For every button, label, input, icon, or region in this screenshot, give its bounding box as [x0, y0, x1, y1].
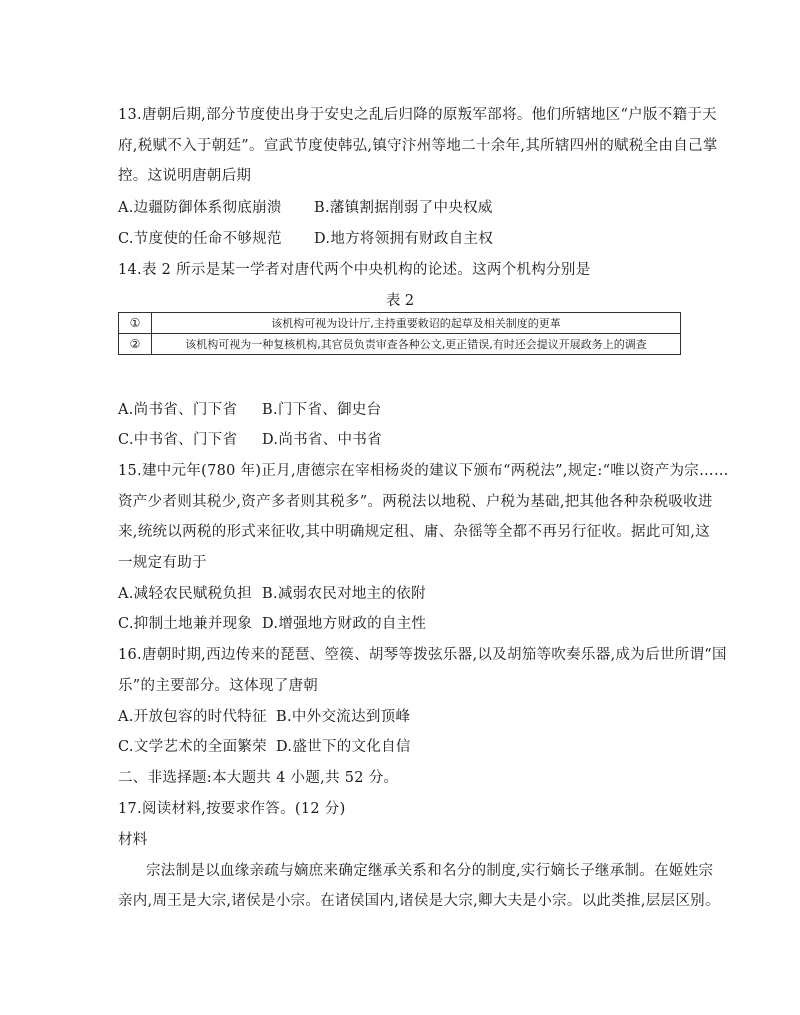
table-row-text: 该机构可视为设计厅,主持重要敕诏的起草及相关制度的更革	[152, 313, 681, 334]
q15-option-d: D.增强地方财政的自主性	[262, 616, 427, 632]
q15-option-a: A.减轻农民赋税负担	[118, 586, 253, 602]
material-label: 材料	[118, 832, 148, 848]
q15-line-1: 15.建中元年(780 年)正月,唐德宗在宰相杨炎的建议下颁布“两税法”,规定:“唯以资产为宗……	[118, 463, 729, 479]
material-line-1: 宗法制是以血缘亲疏与嫡庶来确定继承关系和名分的制度,实行嫡长子继承制。在姬姓宗	[146, 863, 714, 879]
q15-line-4: 一规定有助于	[118, 555, 207, 571]
material-line-2: 亲内,周王是大宗,诸侯是小宗。在诸侯国内,诸侯是大宗,卿大夫是小宗。以此类推,层层区别。	[118, 893, 720, 909]
q13-option-c: C.节度使的任命不够规范	[118, 231, 282, 247]
q15-option-b: B.减弱农民对地主的依附	[262, 586, 426, 602]
q15-line-3: 来,统统以两税的形式来征收,其中明确规定租、庸、杂徭等全都不再另行征收。据此可知,这	[118, 524, 710, 540]
q14-option-a: A.尚书省、门下省	[118, 402, 238, 418]
q16-line-1: 16.唐朝时期,西边传来的琵琶、箜篌、胡琴等拨弦乐器,以及胡笳等吹奏乐器,成为后世所谓“国	[118, 647, 727, 663]
q13-line-3: 控。这说明唐朝后期	[118, 168, 252, 184]
q15-option-c: C.抑制土地兼并现象	[118, 616, 253, 632]
table-row-number: ①	[119, 313, 152, 334]
q13-line-1: 13.唐朝后期,部分节度使出身于安史之乱后归降的原叛军部将。他们所辖地区“户版不籍于天	[118, 107, 717, 123]
q16-line-2: 乐”的主要部分。这体现了唐朝	[118, 678, 319, 694]
table-row	[119, 313, 681, 334]
q15-line-2: 资产少者则其税少,资产多者则其税多”。两税法以地税、户税为基础,把其他各种杂税吸收进	[118, 494, 713, 510]
q13-line-2: 府,税赋不入于朝廷”。宣武节度使韩弘,镇守汴州等地二十余年,其所辖四州的赋税全由自己掌	[118, 138, 718, 154]
q13-option-a: A.边疆防御体系彻底崩溃	[118, 200, 282, 216]
q13-option-b: B.藩镇割据削弱了中央权威	[314, 200, 493, 216]
q13-option-d: D.地方将领拥有财政自主权	[314, 231, 494, 247]
q16-option-c: C.文学艺术的全面繁荣	[118, 739, 267, 755]
table-row-number: ②	[119, 334, 152, 355]
table-caption: 表 2	[385, 293, 415, 309]
q14-option-d: D.尚书省、中书省	[262, 432, 382, 448]
table-row-text: 该机构可视为一种复核机构,其官员负责审查各种公文,更正错误,有时还会提议开展政务上的调查	[152, 334, 681, 355]
table-row	[119, 334, 681, 355]
q16-option-d: D.盛世下的文化自信	[276, 739, 411, 755]
q17-stem: 17.阅读材料,按要求作答。(12 分)	[118, 801, 346, 817]
q14-option-b: B.门下省、御史台	[262, 402, 382, 418]
table-2	[118, 312, 681, 355]
q16-option-a: A.开放包容的时代特征	[118, 709, 267, 725]
q14-option-c: C.中书省、门下省	[118, 432, 238, 448]
section-heading: 二、非选择题:本大题共 4 小题,共 52 分。	[118, 770, 399, 786]
q14-stem: 14.表 2 所示是某一学者对唐代两个中央机构的论述。这两个机构分别是	[118, 262, 591, 278]
q16-option-b: B.中外交流达到顶峰	[276, 709, 411, 725]
